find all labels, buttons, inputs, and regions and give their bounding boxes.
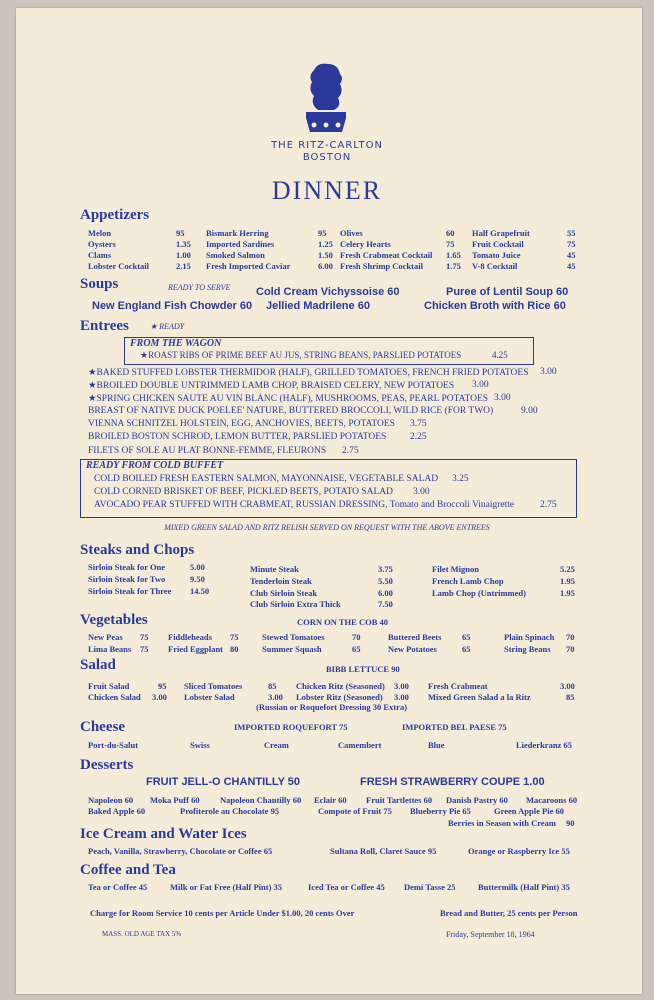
menu-item-name: Sirloin Steak for One — [88, 562, 166, 572]
appetizers-heading: Appetizers — [80, 207, 150, 223]
menu-item-name: Melon — [88, 228, 112, 238]
ice-cream-heading: Ice Cream and Water Ices — [80, 826, 247, 842]
desserts-heading: Desserts — [80, 757, 134, 773]
hotel-name: THE RITZ-CARLTON — [271, 140, 383, 151]
menu-item-name: COLD BOILED FRESH EASTERN SALMON, MAYONNAISE, VEGETABLE SALAD — [94, 474, 439, 484]
menu-item-name: Buttered Beets — [388, 632, 442, 642]
menu-item-price: 2.75 — [342, 446, 359, 456]
menu-item-name: FILETS OF SOLE AU PLAT BONNE-FEMME, FLEURONS — [88, 446, 327, 456]
menu-item-price: 9.00 — [521, 406, 538, 416]
menu-item-price: 3.00 — [540, 367, 557, 377]
menu-item-name: Half Grapefruit — [472, 228, 530, 238]
menu-item-name: Chicken Ritz (Seasoned) — [296, 681, 385, 691]
menu-item-price: 6.00 — [318, 261, 333, 271]
menu-item-price: 65 — [462, 644, 471, 654]
dessert-item-price: 90 — [566, 818, 575, 828]
menu-item-name: Lamb Chop (Untrimmed) — [432, 588, 526, 598]
menu-item-price: 95 — [158, 681, 167, 691]
dessert-item: Berries in Season with Cream — [448, 818, 556, 828]
soup-item: Puree of Lentil Soup 60 — [446, 286, 569, 298]
menu-item-price: 3.00 — [268, 692, 283, 702]
wagon-item: ★ROAST RIBS OF PRIME BEEF AU JUS, STRING BEANS, PARSLIED POTATOES — [140, 350, 462, 360]
menu-item-name: Fruit Cocktail — [472, 239, 524, 249]
menu-item-price: 1.50 — [318, 250, 333, 260]
dessert-item: Danish Pastry 60 — [446, 795, 508, 805]
menu-item-price: 45 — [567, 250, 576, 260]
menu-item-price: 1.35 — [176, 239, 191, 249]
menu-item-name: Imported Sardines — [206, 239, 275, 249]
menu-item-name: BREAST OF NATIVE DUCK POELEE' NATURE, BUTTERED BROCCOLI, WILD RICE (FOR TWO) — [88, 406, 494, 416]
menu-item-name: New Potatoes — [388, 644, 437, 654]
menu-item-price: 85 — [566, 692, 575, 702]
menu-item-price: 9.50 — [190, 574, 205, 584]
menu-item-price: 5.00 — [190, 562, 205, 572]
cheese-item: Liederkranz 65 — [516, 740, 572, 750]
soups-ready-note: READY TO SERVE — [168, 283, 231, 292]
soup-item: Cold Cream Vichyssoise 60 — [256, 286, 400, 298]
menu-item-name: String Beans — [504, 644, 551, 654]
menu-item-price: 65 — [352, 644, 361, 654]
menu-item-name: Olives — [340, 228, 363, 238]
menu-item-price: 65 — [462, 632, 471, 642]
ice-item: Orange or Raspberry Ice 55 — [468, 846, 570, 856]
cheese-heading: Cheese — [80, 719, 125, 735]
wagon-price: 4.25 — [492, 350, 508, 360]
menu-item-price: 3.00 — [494, 393, 511, 403]
menu-item-name: Lobster Cocktail — [88, 261, 149, 271]
menu-item-price: 6.00 — [378, 588, 393, 598]
menu-item-name: Fresh Shrimp Cocktail — [340, 261, 423, 271]
menu-item-name: ★BROILED DOUBLE UNTRIMMED LAMB CHOP, BRAISED CELERY, NEW POTATOES — [88, 381, 455, 391]
menu-item-name: Fruit Salad — [88, 681, 130, 691]
dessert-item: Green Apple Pie 60 — [494, 806, 564, 816]
menu-item-price: 3.00 — [560, 681, 575, 691]
menu-item-price: 3.25 — [452, 474, 469, 484]
menu-item-name: French Lamb Chop — [432, 576, 504, 586]
menu-item-price: 55 — [567, 228, 576, 238]
soup-item: Jellied Madrilene 60 — [266, 300, 370, 312]
menu-item-price: 5.50 — [378, 576, 393, 586]
coffee-heading: Coffee and Tea — [80, 862, 176, 878]
menu-item-price: 3.00 — [472, 380, 489, 390]
menu-item-name: Stewed Tomatoes — [262, 632, 325, 642]
dessert-item: Eclair 60 — [314, 795, 347, 805]
bread-note: Bread and Butter, 25 cents per Person — [440, 908, 578, 918]
menu-item-price: 1.95 — [560, 588, 575, 598]
coffee-item: Milk or Fat Free (Half Pint) 35 — [170, 882, 283, 892]
menu-item-name: Celery Hearts — [340, 239, 391, 249]
menu-item-price: 70 — [352, 632, 361, 642]
menu-item-price: 5.25 — [560, 564, 575, 574]
hotel-city: BOSTON — [302, 152, 352, 163]
menu-item-price: 3.00 — [413, 487, 430, 497]
menu-item-price: 75 — [140, 644, 149, 654]
dessert-item: Baked Apple 60 — [88, 806, 146, 816]
salad-feature: BIBB LETTUCE 90 — [326, 664, 400, 674]
menu-item-name: Bismark Herring — [206, 228, 269, 238]
dessert-item: Napoleon Chantilly 60 — [220, 795, 302, 805]
menu-item-name: Sliced Tomatoes — [184, 681, 243, 691]
dessert-item: Blueberry Pie 65 — [410, 806, 471, 816]
menu-item-name: Smoked Salmon — [206, 250, 265, 260]
menu-item-price: 60 — [446, 228, 455, 238]
dessert-item: Fruit Tartlettes 60 — [366, 795, 433, 805]
menu-item-price: 85 — [268, 681, 277, 691]
vegetables-heading: Vegetables — [80, 612, 148, 628]
menu-item-price: 95 — [318, 228, 327, 238]
cheese-feature: IMPORTED ROQUEFORT 75 — [234, 722, 348, 732]
menu-item-name: Oysters — [88, 239, 116, 249]
entrees-note: MIXED GREEN SALAD AND RITZ RELISH SERVED ON REQUEST WITH THE ABOVE ENTREES — [164, 523, 490, 532]
ice-item: Sultana Roll, Claret Sauce 95 — [330, 846, 437, 856]
menu-item-price: 45 — [567, 261, 576, 271]
menu-item-name: Lobster Salad — [184, 692, 235, 702]
menu-item-price: 1.25 — [318, 239, 333, 249]
menu-item-name: Minute Steak — [250, 564, 299, 574]
dessert-item: Macaroons 60 — [526, 795, 578, 805]
cheese-item: Port-du-Salut — [88, 740, 139, 750]
menu-item-name: Summer Squash — [262, 644, 322, 654]
cheese-item: Cream — [264, 740, 289, 750]
menu-item-name: Mixed Green Salad a la Ritz — [428, 692, 531, 702]
menu-item-name: Sirloin Steak for Two — [88, 574, 166, 584]
menu-item-name: Lobster Ritz (Seasoned) — [296, 692, 383, 702]
menu-item-name: ★SPRING CHICKEN SAUTE AU VIN BLANC (HALF), MUSHROOMS, PEAS, PEARL POTATOES — [88, 394, 489, 404]
menu-item-name: Clams — [88, 250, 112, 260]
menu-item-price: 75 — [140, 632, 149, 642]
menu-item-name: Fiddleheads — [168, 632, 212, 642]
salad-heading: Salad — [80, 657, 116, 673]
menu-item-price: 1.95 — [560, 576, 575, 586]
menu-item-price: 2.25 — [410, 432, 427, 442]
room-service-note: Charge for Room Service 10 cents per Article Under $1.00, 20 cents Over — [90, 908, 355, 918]
menu-item-price: 2.75 — [540, 500, 557, 510]
menu-item-price: 3.75 — [378, 564, 393, 574]
tax-note: MASS. OLD AGE TAX 5% — [102, 930, 182, 938]
menu-item-name: Fresh Crabmeat — [428, 681, 488, 691]
steaks-heading: Steaks and Chops — [80, 542, 195, 558]
menu-item-name: VIENNA SCHNITZEL HOLSTEIN, EGG, ANCHOVIES, BEETS, POTATOES — [88, 419, 395, 429]
menu-item-name: Tomato Juice — [472, 250, 521, 260]
menu-item-price: 95 — [176, 228, 185, 238]
dessert-item: Moka Puff 60 — [150, 795, 200, 805]
menu-item-price: 70 — [566, 644, 575, 654]
menu-item-name: AVOCADO PEAR STUFFED WITH CRABMEAT, RUSSIAN DRESSING, Tomato and Broccoli Vinaigrette — [94, 500, 515, 510]
coffee-item: Iced Tea or Coffee 45 — [308, 882, 385, 892]
cheese-item: Camembert — [338, 740, 382, 750]
menu-item-name: COLD CORNED BRISKET OF BEEF, PICKLED BEETS, POTATO SALAD — [94, 487, 393, 497]
menu-item-price: 80 — [230, 644, 239, 654]
coffee-item: Demi Tasse 25 — [404, 882, 456, 892]
dessert-feature: FRUIT JELL-O CHANTILLY 50 — [146, 776, 301, 788]
menu-item-name: Club Sirloin Extra Thick — [250, 599, 341, 609]
menu-item-price: 3.00 — [152, 692, 167, 702]
soups-heading: Soups — [80, 276, 119, 292]
menu-item-price: 3.00 — [394, 692, 409, 702]
menu-item-name: Fresh Imported Caviar — [206, 261, 291, 271]
wagon-title: FROM THE WAGON — [130, 338, 222, 349]
dessert-item: Napoleon 60 — [88, 795, 134, 805]
menu-item-name: Sirloin Steak for Three — [88, 586, 172, 596]
menu-title: DINNER — [271, 176, 383, 205]
soup-item: Chicken Broth with Rice 60 — [424, 300, 566, 312]
soup-item: New England Fish Chowder 60 — [92, 300, 253, 312]
menu-date: Friday, September 18, 1964 — [446, 930, 535, 939]
menu-item-name: Fresh Crabmeat Cocktail — [340, 250, 433, 260]
entrees-ready-note: ★ READY — [150, 322, 185, 331]
coffee-item: Buttermilk (Half Pint) 35 — [478, 882, 570, 892]
menu-item-price: 70 — [566, 632, 575, 642]
dessert-item: Compote of Fruit 75 — [318, 806, 392, 816]
entrees-heading: Entrees — [80, 318, 129, 334]
menu-item-name: V-8 Cocktail — [472, 261, 518, 271]
menu-item-name: ★BAKED STUFFED LOBSTER THERMIDOR (HALF), GRILLED TOMATOES, FRENCH FRIED POTATOES — [88, 368, 529, 378]
coffee-item: Tea or Coffee 45 — [88, 882, 148, 892]
cheese-item: Blue — [428, 740, 445, 750]
menu-item-name: Lima Beans — [88, 644, 132, 654]
menu-item-name: Tenderloin Steak — [250, 576, 312, 586]
menu-item-name: New Peas — [88, 632, 123, 642]
cold-buffet-title: READY FROM COLD BUFFET — [86, 460, 224, 471]
ice-item: Peach, Vanilla, Strawberry, Chocolate or Coffee 65 — [88, 846, 273, 856]
menu-item-price: 3.00 — [394, 681, 409, 691]
salad-dressing-note: (Russian or Roquefort Dressing 30 Extra) — [256, 702, 408, 712]
menu-item-name: Club Sirloin Steak — [250, 588, 318, 598]
menu-item-price: 2.15 — [176, 261, 191, 271]
menu-item-name: Plain Spinach — [504, 632, 555, 642]
menu-item-price: 7.50 — [378, 599, 393, 609]
menu-item-name: Chicken Salad — [88, 692, 141, 702]
cheese-feature: IMPORTED BEL PAESE 75 — [402, 722, 507, 732]
menu-item-price: 1.00 — [176, 250, 191, 260]
menu-item-name: BROILED BOSTON SCHROD, LEMON BUTTER, PARSLIED POTATOES — [88, 432, 387, 442]
vegetables-feature: CORN ON THE COB 40 — [297, 617, 388, 627]
menu-item-price: 3.75 — [410, 419, 427, 429]
menu-item-price: 75 — [230, 632, 239, 642]
menu-item-price: 14.50 — [190, 586, 210, 596]
menu-item-name: Filet Mignon — [432, 564, 479, 574]
cheese-item: Swiss — [190, 740, 210, 750]
menu-item-price: 1.75 — [446, 261, 461, 271]
menu-item-price: 1.65 — [446, 250, 461, 260]
dessert-item: Profiterole au Chocolate 95 — [180, 806, 280, 816]
dessert-feature: FRESH STRAWBERRY COUPE 1.00 — [360, 776, 545, 788]
menu-item-price: 75 — [446, 239, 455, 249]
menu-item-name: Fried Eggplant — [168, 644, 224, 654]
lion-crest-logo — [300, 62, 352, 136]
menu-item-price: 75 — [567, 239, 576, 249]
